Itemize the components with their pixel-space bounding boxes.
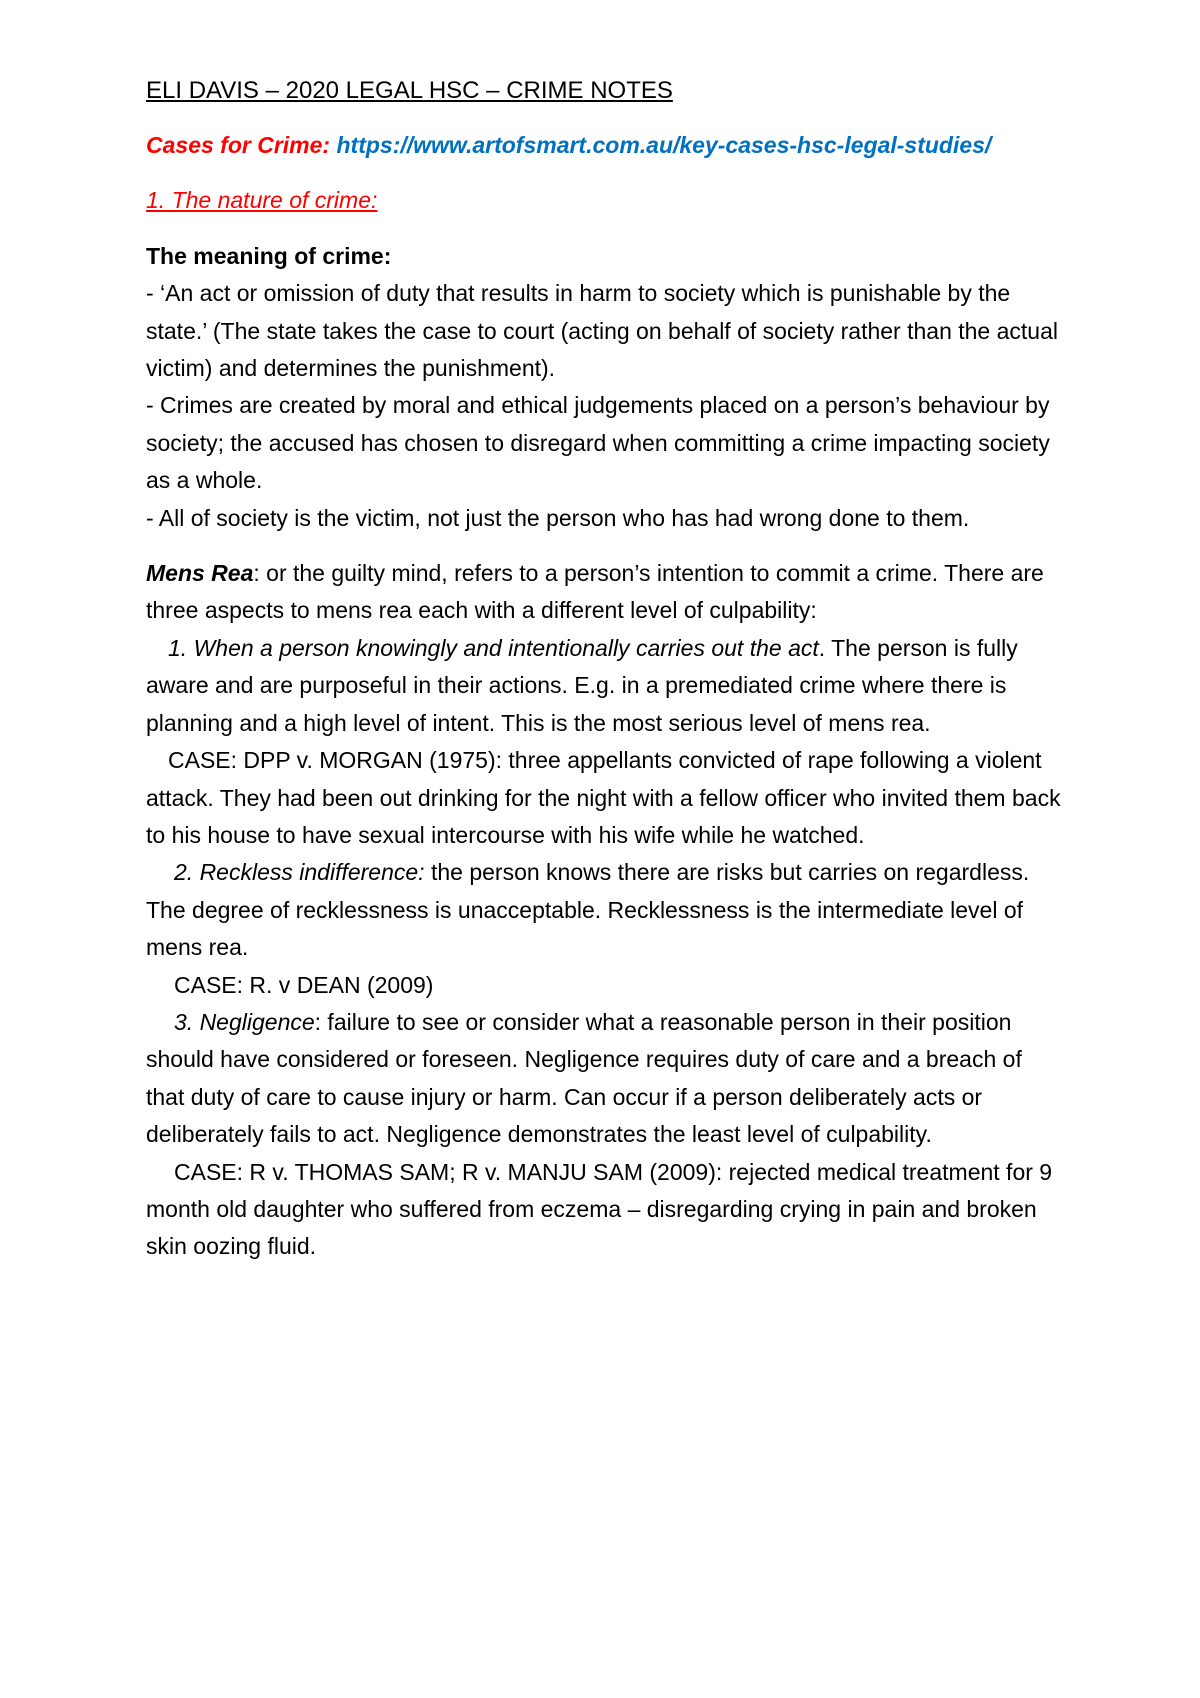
case-2-paragraph [146,967,1066,1004]
cases-url-link[interactable]: https://www.artofsmart.com.au/key-cases-hsc-legal-studies/ [336,132,992,158]
cases-for-crime-line [146,127,1066,164]
document-page [146,72,1066,1266]
section-heading: 1. The nature of crime: [146,187,378,214]
case-3-text: CASE: R v. THOMAS SAM; R v. MANJU SAM (2009): rejected medical treatment for 9 month old daughter who suffered from eczema – disregarding crying in pain and broken skin oozing fluid. [146,1158,1053,1260]
case-2-text: CASE: R. v DEAN (2009) [174,971,434,998]
case-3-paragraph [146,1154,1066,1266]
level-1-text: . The person is fully aware and are purposeful in their actions. E.g. in a premediated crime where there is planning and a high level of intent. This is the most serious level of mens rea. [146,634,1018,736]
mens-rea-level-2 [146,854,1066,966]
level-3-lead: 3. Negligence [174,1008,315,1035]
level-2-lead: 2. Reckless indifference: [174,859,425,886]
mens-rea-definition [146,555,1066,630]
case-1-text: CASE: DPP v. MORGAN (1975): three appellants convicted of rape following a violent attack. They had been out drinking for the night with a fellow officer who invited them back to his house to have sexual intercourse with his wife while he watched. [146,747,1061,848]
meaning-heading: The meaning of crime: [146,242,392,269]
meaning-point-2: - Crimes are created by moral and ethical judgements placed on a person’s behaviour by society; the accused has chosen to disregard when committing a crime impacting society as a whole. [146,392,1050,494]
case-1-paragraph [146,742,1066,854]
level-2-text: the person knows there are risks but carries on regardless. The degree of recklessness is unacceptable. Recklessness is the intermediate level of mens rea. [146,859,1030,961]
mens-rea-term: Mens Rea [146,560,254,587]
cases-colon: : [322,132,337,158]
meaning-of-crime-block [146,238,1066,537]
mens-rea-level-3 [146,1004,1066,1154]
mens-rea-level-1 [146,630,1066,742]
meaning-point-1: - ‘An act or omission of duty that results in harm to society which is punishable by the state.’ (The state takes the case to court (acting on behalf of society rather than the actual victim) and determines the punishment). [146,280,1058,382]
meaning-point-3: - All of society is the victim, not just the person who has had wrong done to them. [146,504,970,531]
cases-label: Cases for Crime [146,132,323,158]
level-1-lead: 1. When a person knowingly and intentionally carries out the act [168,634,819,661]
mens-rea-block [146,555,1066,1266]
level-3-text: : failure to see or consider what a reasonable person in their position should have considered or foreseen. Negligence requires duty of care and a breach of that duty of care to cause injury or harm. Can occur if a person deliberately acts or deliberately fails to act. Negligence demonstrates the least level of culpability. [146,1008,1022,1148]
document-title: ELI DAVIS – 2020 LEGAL HSC – CRIME NOTES [146,77,673,104]
mens-rea-definition-text: : or the guilty mind, refers to a person’s intention to commit a crime. There are three aspects to mens rea each with a different level of culpability: [146,560,1044,624]
